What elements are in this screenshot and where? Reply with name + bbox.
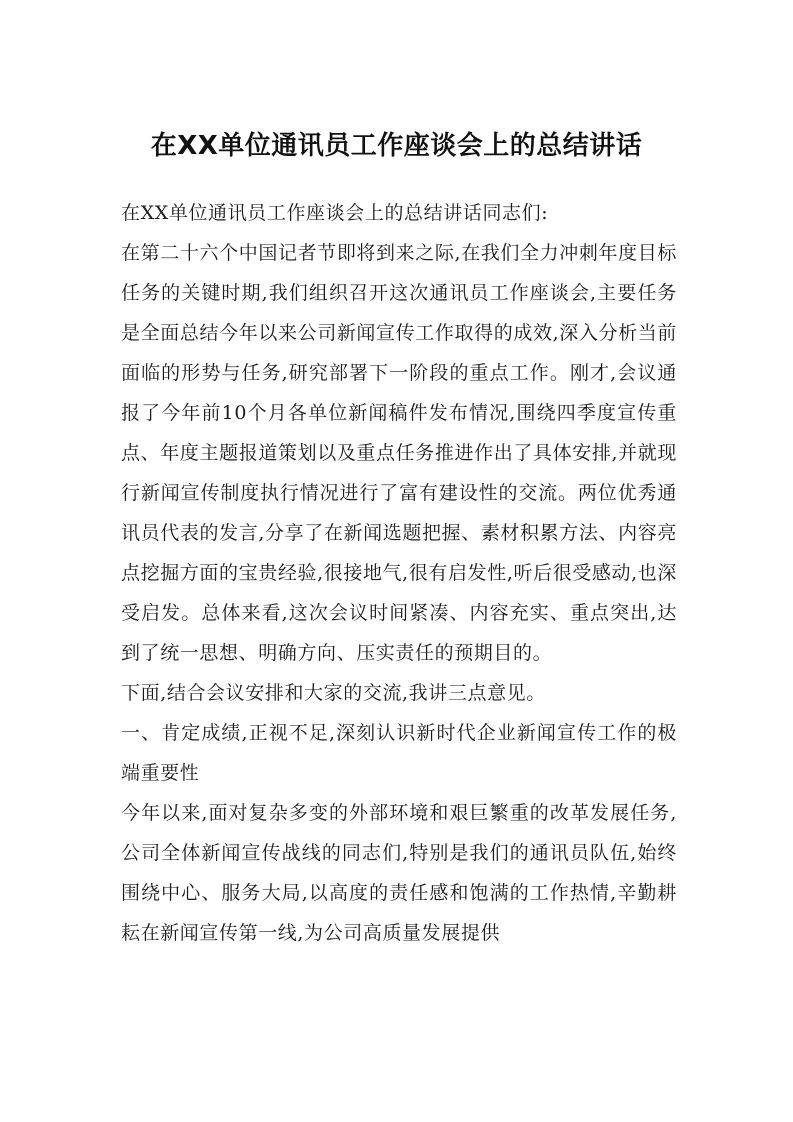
document-title: 在XX单位通讯员工作座谈会上的总结讲话: [150, 131, 643, 161]
section-heading-one: 一、肯定成绩,正视不足,深刻认识新时代企业新闻宣传工作的极端重要性: [121, 722, 677, 784]
paragraph-salutation: 在XX单位通讯员工作座谈会上的总结讲话同志们:: [121, 202, 549, 224]
paragraph-section-one-body: 今年以来,面对复杂多变的外部环境和艰巨繁重的改革发展任务,公司全体新闻宣传战线的同志们,特别是我们的通讯员队伍,始终围绕中心、服务大局,以高度的责任感和饱满的工作热情,辛勤耕耘在新闻宣传第一线,为公司高质量发展提供: [121, 802, 677, 944]
paragraph-transition: 下面,结合会议安排和大家的交流,我讲三点意见。: [121, 682, 546, 704]
document-body: [121, 193, 677, 953]
paragraph-introduction: 在第二十六个中国记者节即将到来之际,在我们全力冲刺年度目标任务的关键时期,我们组织召开这次通讯员工作座谈会,主要任务是全面总结今年以来公司新闻宣传工作取得的成效,深入分析当前面临的形势与任务,研究部署下一阶段的重点工作。刚才,会议通报了今年前10个月各单位新闻稿件发布情况,围绕四季度宣传重点、年度主题报道策划以及重点任务推进作出了具体安排,并就现行新闻宣传制度执行情况进行了富有建设性的交流。两位优秀通讯员代表的发言,分享了在新闻选题把握、素材积累方法、内容亮点挖掘方面的宝贵经验,很接地气,很有启发性,听后很受感动,也深受启发。总体来看,这次会议时间紧凑、内容充实、重点突出,达到了统一思想、明确方向、压实责任的预期目的。: [121, 242, 677, 664]
